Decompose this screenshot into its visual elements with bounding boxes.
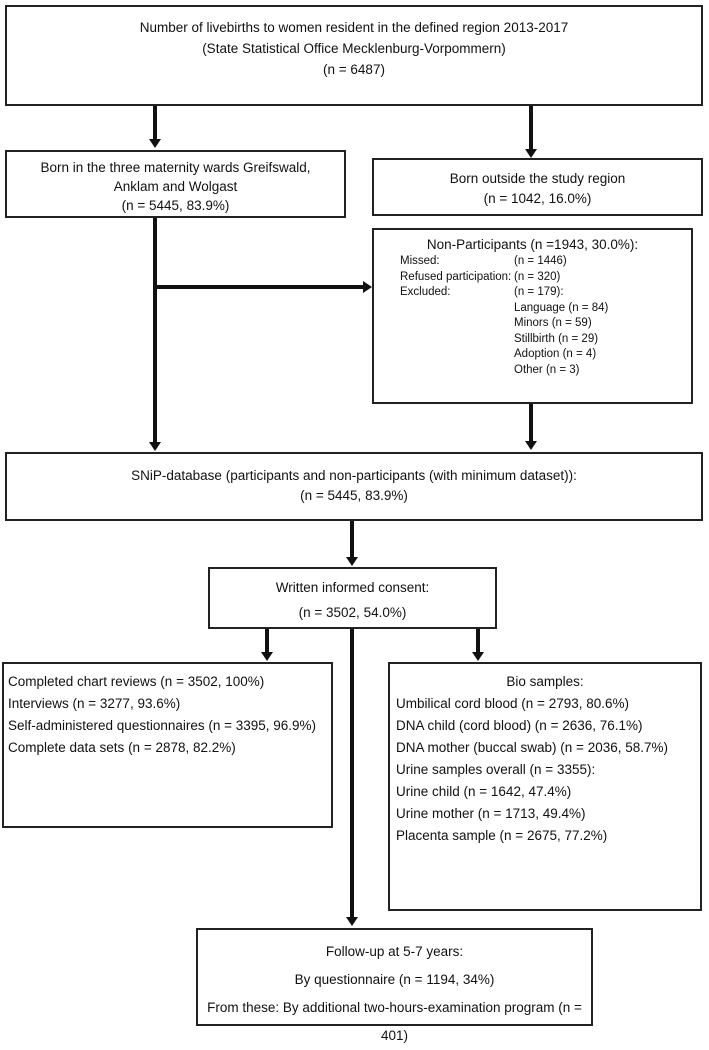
row-value: (n = 320): [514, 270, 561, 283]
excluded-item: Minors (n = 59): [514, 317, 592, 329]
box-text: From these: By additional two-hours-examination program (n = 401): [207, 1000, 582, 1043]
excluded-item: Stillbirth (n = 29): [514, 332, 599, 345]
box-text: (n = 6487): [323, 62, 385, 77]
arrowhead: [363, 281, 372, 293]
list-item: Urine samples overall (n = 3355):: [396, 762, 596, 777]
excluded-item: Language (n = 84): [514, 301, 609, 314]
list-item: DNA child (cord blood) (n = 2636, 76.1%): [396, 718, 643, 733]
connector: [350, 628, 354, 918]
row-value: (n = 1446): [514, 255, 567, 267]
box-text: SNiP-database (participants and non-participants (with minimum dataset)):: [131, 468, 577, 483]
livebirths-box: [5, 5, 703, 106]
excluded-item: Adoption (n = 4): [514, 348, 597, 360]
list-item: Self-administered questionnaires (n = 3395, 96.9%): [8, 718, 317, 733]
row-value: (n = 179):: [514, 286, 564, 298]
list-item: Urine child (n = 1642, 47.4%): [396, 784, 572, 799]
box-text: Follow-up at 5-7 years:: [325, 944, 464, 959]
row-label: Refused participation:: [400, 270, 512, 283]
list-item: Placenta sample (n = 2675, 77.2%): [396, 828, 608, 843]
snip-database-box: [5, 452, 703, 521]
row-label: Missed:: [400, 255, 440, 267]
connector: [153, 106, 157, 140]
excluded-item: Other (n = 3): [514, 363, 580, 376]
arrowhead: [346, 917, 358, 926]
connector: [155, 285, 363, 289]
box-text: Born outside the study region: [449, 171, 626, 186]
list-item: Umbilical cord blood (n = 2793, 80.6%): [396, 696, 630, 711]
box-text: Anklam and Wolgast: [113, 179, 238, 194]
list-item: DNA mother (buccal swab) (n = 2036, 58.7%): [396, 740, 669, 755]
list-item: Complete data sets (n = 2878, 82.2%): [8, 740, 236, 755]
born-outside-box: [372, 158, 703, 216]
box-text: Written informed consent:: [275, 580, 430, 595]
list-item: Interviews (n = 3277, 93.6%): [8, 696, 181, 711]
connector: [476, 628, 480, 654]
arrowhead: [472, 652, 484, 661]
connector: [350, 520, 354, 558]
arrowhead: [261, 652, 273, 661]
box-text: Born in the three maternity wards Greifswald,: [40, 160, 311, 175]
list-item: Urine mother (n = 1713, 49.4%): [396, 806, 586, 821]
connector: [265, 628, 269, 654]
box-text: (n = 1042, 16.0%): [483, 191, 592, 206]
box-text: (State Statistical Office Mecklenburg-Vorpommern): [202, 41, 506, 56]
follow-up-box: [196, 928, 593, 1043]
arrowhead: [149, 139, 161, 148]
box-title: Non-Participants (n =1943, 30.0%):: [426, 237, 639, 252]
connector: [153, 217, 157, 443]
consent-box: [208, 567, 497, 629]
non-participants-box: [372, 228, 693, 404]
box-text: (n = 5445, 83.9%): [300, 488, 408, 503]
box-text: (n = 3502, 54.0%): [298, 605, 407, 620]
box-text: Number of livebirths to women resident in the defined region 2013-2017: [139, 20, 569, 35]
arrowhead: [525, 441, 537, 450]
connector: [529, 404, 533, 442]
bio-samples-box: [388, 662, 702, 911]
connector: [529, 106, 533, 150]
arrowhead: [149, 442, 161, 451]
arrowhead: [525, 149, 537, 158]
arrowhead: [346, 557, 358, 566]
row-label: Excluded:: [400, 286, 451, 298]
box-title: Bio samples:: [506, 674, 584, 689]
box-text: (n = 5445, 83.9%): [121, 198, 230, 213]
list-item: Completed chart reviews (n = 3502, 100%): [8, 674, 265, 689]
data-collection-box: [2, 662, 333, 828]
born-in-region-box: [5, 150, 346, 218]
box-text: By questionnaire (n = 1194, 34%): [294, 972, 495, 987]
